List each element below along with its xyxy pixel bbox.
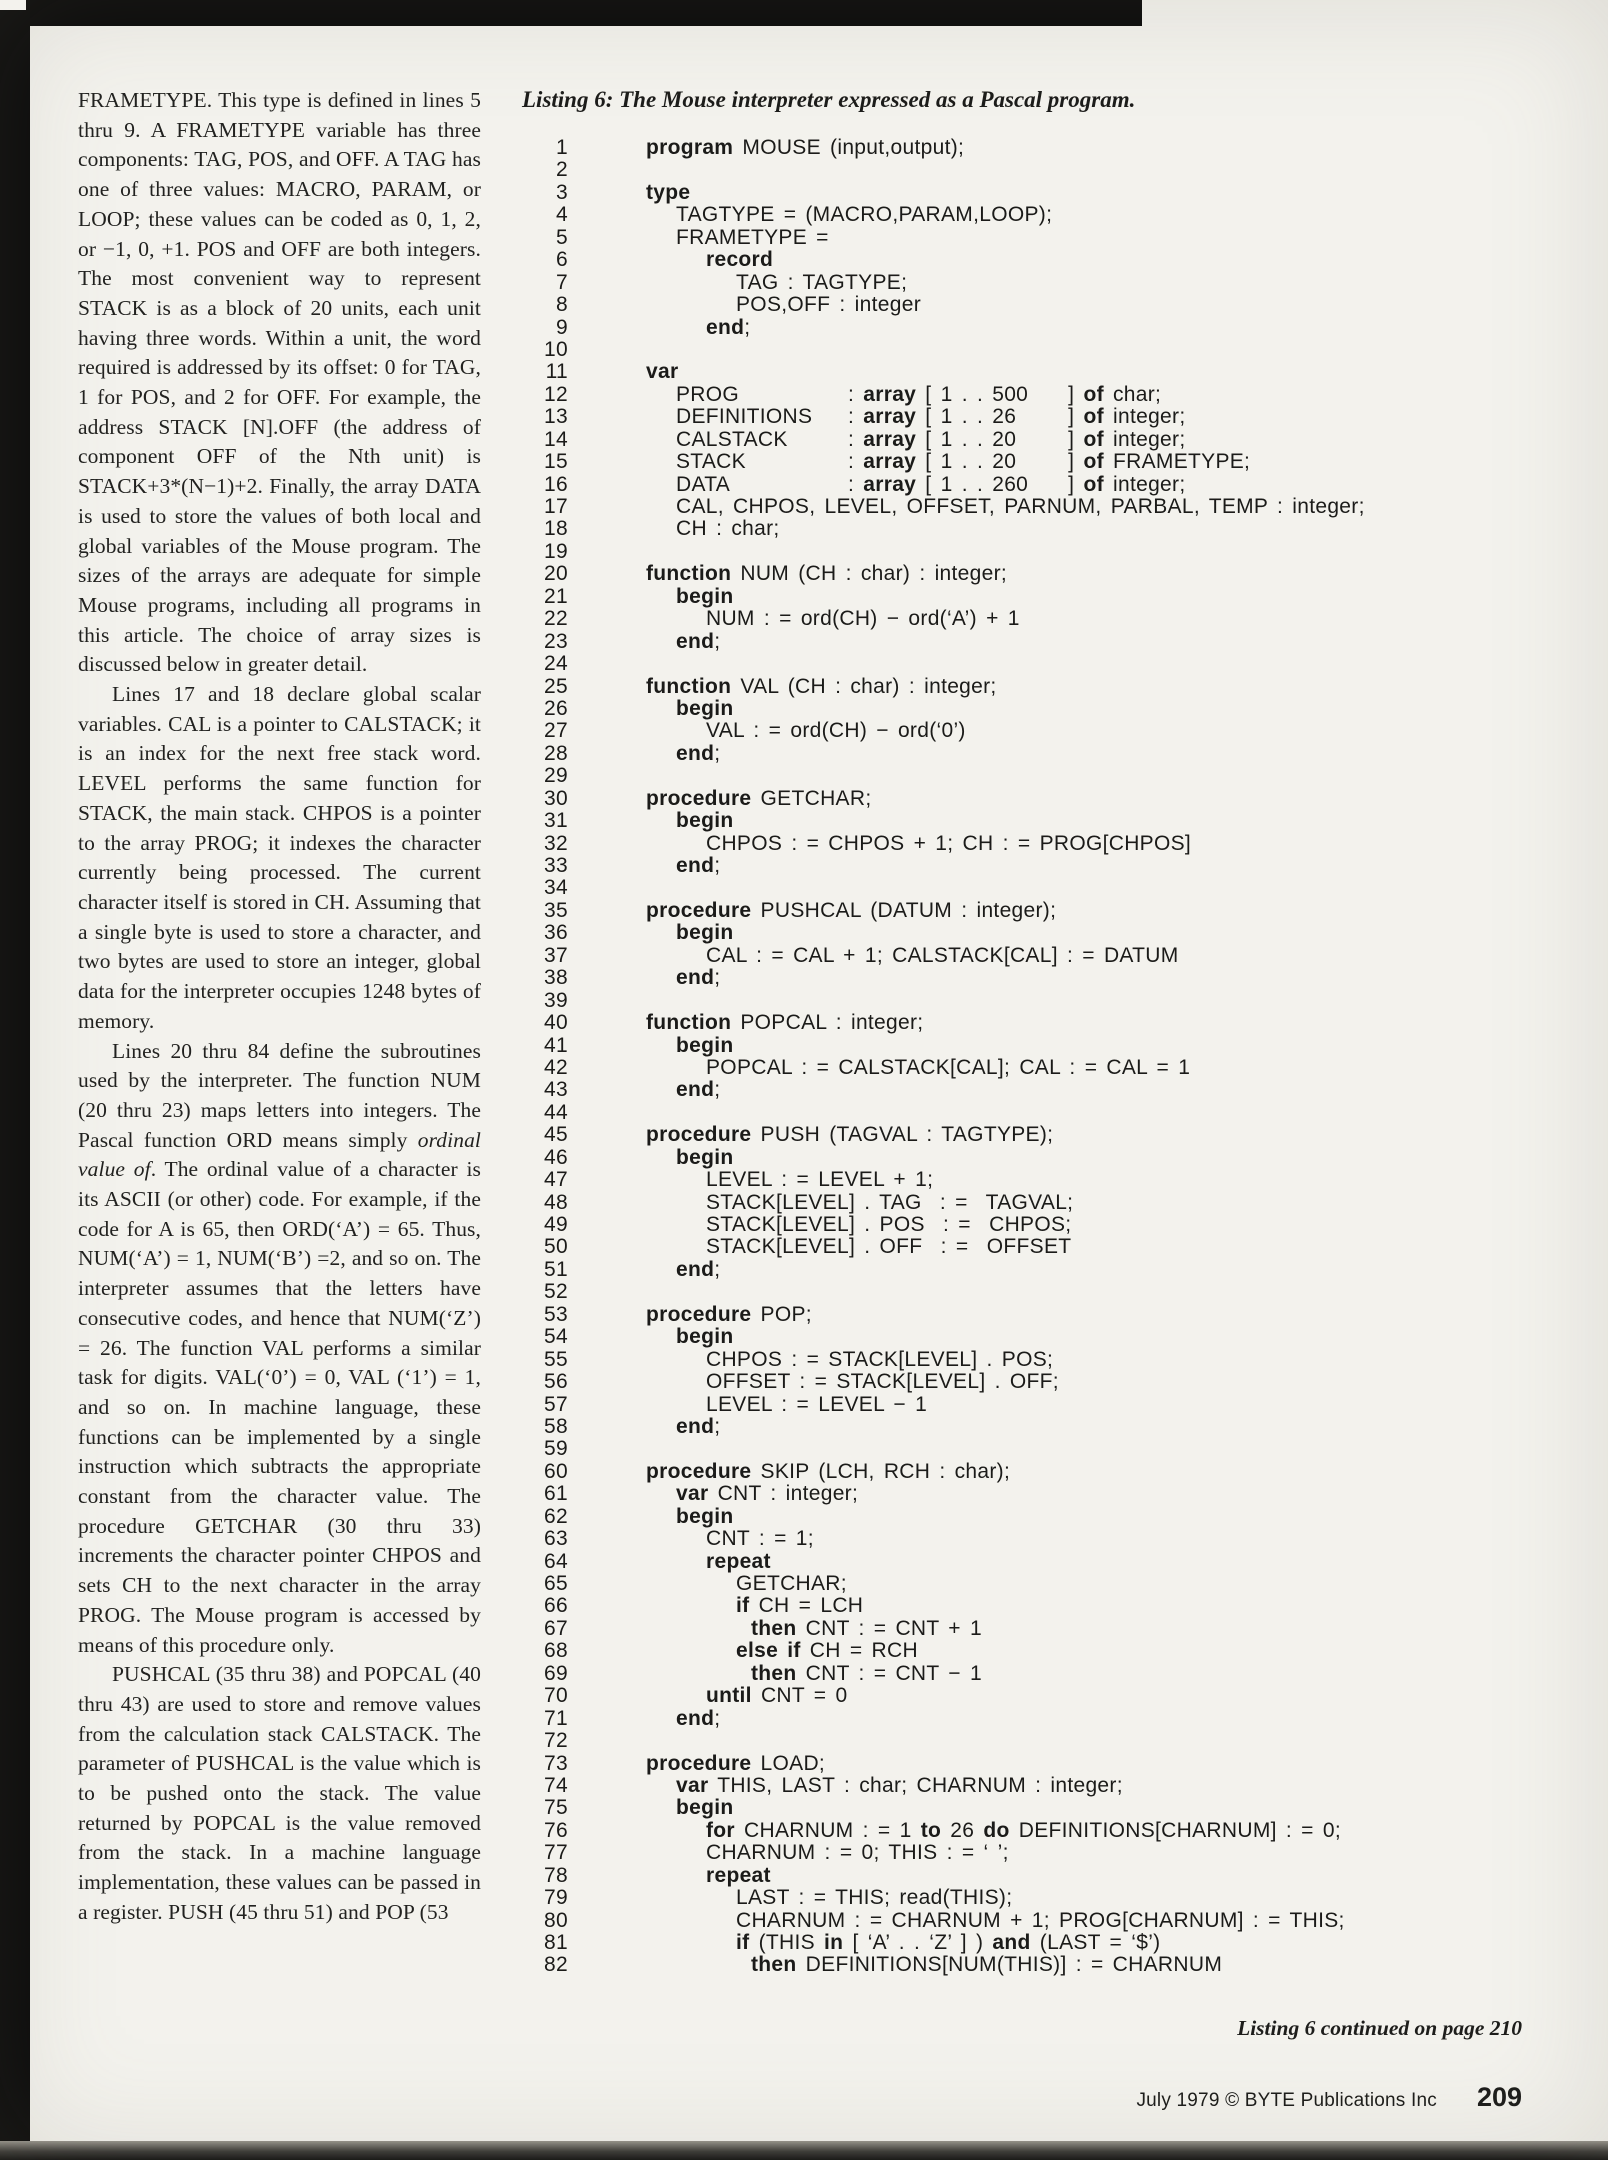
code-text: DATA : array [ 1 . . 260 ] of integer; bbox=[676, 472, 1186, 496]
code-text: begin bbox=[676, 1325, 734, 1349]
code-text: record bbox=[706, 248, 774, 272]
code-line bbox=[528, 1527, 1568, 1549]
line-number: 7 bbox=[556, 270, 568, 294]
code-text: end; bbox=[676, 1257, 721, 1281]
code-text: STACK[LEVEL] . POS : = CHPOS; bbox=[706, 1213, 1072, 1236]
line-number: 25 bbox=[544, 674, 568, 698]
article-paragraph-1: FRAMETYPE. This type is defined in lines 5 thru 9. A FRAMETYPE variable has three components: TAG, POS, and OFF. A TAG has one of three values: MACRO, PARAM, or LOOP; these values can be coded as 0, 1, 2, or −1, 0, +1. POS and OFF are both integers. The most convenient way to represent STACK is as a block of 20 units, each unit having three words. Within a unit, the word required is addressed by its offset: 0 for TAG, 1 for POS, and 2 for OFF. For example, the address STACK [N].OFF (the address of component OFF of the Nth unit) is STACK+3*(N−1)+2. Finally, the array DATA is used to store the values of both local and global variables of the Mouse program. The sizes of the arrays are adequate for simple Mouse programs, including all programs in this article. The choice of array sizes is discussed below in greater detail. bbox=[78, 88, 481, 677]
line-number: 70 bbox=[544, 1684, 568, 1708]
line-number: 55 bbox=[544, 1347, 568, 1371]
code-line bbox=[528, 1774, 1568, 1796]
code-line bbox=[528, 719, 1568, 741]
code-text: POS,OFF : integer bbox=[736, 293, 921, 317]
code-listing bbox=[528, 136, 1568, 1976]
code-line bbox=[528, 764, 1568, 786]
code-text: begin bbox=[676, 921, 734, 945]
line-number: 73 bbox=[544, 1751, 568, 1775]
footer-imprint: July 1979 © BYTE Publications Inc bbox=[1136, 2090, 1437, 2111]
code-text: var THIS, LAST : char; CHARNUM : integer; bbox=[676, 1773, 1123, 1797]
line-number: 72 bbox=[544, 1729, 568, 1753]
code-line bbox=[528, 1482, 1568, 1504]
code-text: end; bbox=[676, 1078, 721, 1102]
line-number: 32 bbox=[544, 831, 568, 855]
code-text: if (THIS in [ ‘A’ . . ‘Z’ ] ) and (LAST = ‘$’) bbox=[736, 1931, 1161, 1954]
line-number: 22 bbox=[544, 607, 568, 631]
code-line bbox=[528, 585, 1568, 607]
code-line bbox=[528, 1370, 1568, 1392]
code-text: repeat bbox=[706, 1549, 771, 1573]
scan-corner-notch bbox=[0, 0, 26, 10]
code-line bbox=[528, 630, 1568, 652]
code-line bbox=[528, 1460, 1568, 1482]
line-number: 57 bbox=[544, 1392, 568, 1416]
line-number: 4 bbox=[556, 203, 568, 227]
code-text: else if CH = RCH bbox=[736, 1639, 918, 1663]
code-text: program MOUSE (input,output); bbox=[646, 136, 965, 159]
code-text: if CH = LCH bbox=[736, 1594, 864, 1618]
code-line bbox=[528, 1729, 1568, 1751]
listing-continued-note: Listing 6 continued on page 210 bbox=[1237, 2016, 1522, 2040]
code-line bbox=[528, 1707, 1568, 1729]
line-number: 27 bbox=[544, 719, 568, 743]
code-text: NUM : = ord(CH) − ord(‘A’) + 1 bbox=[706, 607, 1020, 631]
code-text: CNT : = 1; bbox=[706, 1527, 814, 1551]
code-line bbox=[528, 226, 1568, 248]
line-number: 46 bbox=[544, 1145, 568, 1169]
code-text: repeat bbox=[706, 1863, 771, 1887]
line-number: 75 bbox=[544, 1796, 568, 1820]
line-number: 15 bbox=[544, 450, 568, 474]
code-text: LAST : = THIS; read(THIS); bbox=[736, 1886, 1013, 1910]
code-text: STACK : array [ 1 . . 20 ] of FRAMETYPE; bbox=[676, 450, 1251, 474]
code-line bbox=[528, 316, 1568, 338]
code-text: procedure POP; bbox=[646, 1302, 812, 1326]
code-line bbox=[528, 1168, 1568, 1190]
code-text: PROG : array [ 1 . . 500 ] of char; bbox=[676, 382, 1162, 406]
code-line bbox=[528, 1662, 1568, 1684]
line-number: 3 bbox=[556, 180, 568, 204]
code-text: CHPOS : = STACK[LEVEL] . POS; bbox=[706, 1347, 1054, 1371]
line-number: 20 bbox=[544, 562, 568, 586]
code-line bbox=[528, 158, 1568, 180]
code-line bbox=[528, 1101, 1568, 1123]
code-text: procedure SKIP (LCH, RCH : char); bbox=[646, 1459, 1011, 1483]
code-line bbox=[528, 1191, 1568, 1213]
code-line bbox=[528, 428, 1568, 450]
code-line bbox=[528, 1258, 1568, 1280]
article-paragraph-3 bbox=[78, 1037, 481, 1661]
line-number: 41 bbox=[544, 1033, 568, 1057]
code-line bbox=[528, 697, 1568, 719]
line-number: 53 bbox=[544, 1302, 568, 1326]
code-text: CAL, CHPOS, LEVEL, OFFSET, PARNUM, PARBAL, TEMP : integer; bbox=[676, 495, 1365, 518]
code-text: VAL : = ord(CH) − ord(‘0’) bbox=[706, 719, 966, 743]
code-text: procedure LOAD; bbox=[646, 1751, 826, 1775]
article-paragraph-3-text-continued: . The ordinal value of a character is its ASCII (or other) code. For example, if the code for A is 65, then ORD(‘A’) = 65. Thus, NUM(‘A’) = 1, NUM(‘B’) =2, and so on. The interpreter assumes that the letters have consecutive codes, and hence that NUM(‘Z’) = 26. The function VAL performs a similar task for digits. VAL(‘0’) = 0, VAL (‘1’) = 1, and so on. In machine language, these functions can be implemented by a single instruction which subtracts the appropriate constant from the character value. The procedure GETCHAR (30 thru 33) increments the character pointer CHPOS and sets CH to the next character in the array PROG. The Mouse program is accessed by means of this procedure only. bbox=[78, 1157, 481, 1657]
code-text: end; bbox=[706, 315, 751, 339]
code-line bbox=[528, 944, 1568, 966]
code-line bbox=[528, 1796, 1568, 1818]
code-text: procedure GETCHAR; bbox=[646, 786, 872, 810]
article-paragraph-2: Lines 17 and 18 declare global scalar variables. CAL is a pointer to CALSTACK; it is an index for the next free stack word. LEVEL performs the same function for STACK, the main stack. CHPOS is a pointer to the array PROG; it indexes the character currently being processed. The current character itself is stored in CH. Assuming that a single byte is used to store a character, and two bytes are used to store an integer, global data for the interpreter occupies 1248 bytes of memory. bbox=[78, 682, 481, 1033]
line-number: 21 bbox=[544, 584, 568, 608]
line-number: 24 bbox=[544, 652, 568, 676]
line-number: 61 bbox=[544, 1482, 568, 1506]
code-line bbox=[528, 517, 1568, 539]
code-line bbox=[528, 1864, 1568, 1886]
code-text: LEVEL : = LEVEL − 1 bbox=[706, 1392, 928, 1416]
scan-border-left bbox=[0, 0, 30, 2160]
code-text: then CNT : = CNT − 1 bbox=[751, 1661, 982, 1685]
code-text: function VAL (CH : char) : integer; bbox=[646, 674, 997, 698]
line-number: 63 bbox=[544, 1527, 568, 1551]
code-line bbox=[528, 1617, 1568, 1639]
code-text: begin bbox=[676, 696, 734, 720]
code-text: CALSTACK : array [ 1 . . 20 ] of integer; bbox=[676, 427, 1186, 451]
line-number: 36 bbox=[544, 921, 568, 945]
line-number: 26 bbox=[544, 696, 568, 720]
line-number: 79 bbox=[544, 1886, 568, 1910]
line-number: 43 bbox=[544, 1078, 568, 1102]
code-line bbox=[528, 854, 1568, 876]
article-paragraph-3-italic-phrase: ordinal value of bbox=[78, 1127, 481, 1182]
code-text: for CHARNUM : = 1 to 26 do DEFINITIONS[CHARNUM] : = 0; bbox=[706, 1818, 1341, 1842]
code-line bbox=[528, 1841, 1568, 1863]
code-line bbox=[528, 271, 1568, 293]
code-text: begin bbox=[676, 1033, 734, 1057]
line-number: 51 bbox=[544, 1257, 568, 1281]
line-number: 42 bbox=[544, 1055, 568, 1079]
line-number: 2 bbox=[556, 158, 568, 182]
code-line bbox=[528, 1909, 1568, 1931]
code-line bbox=[528, 450, 1568, 472]
code-line bbox=[528, 293, 1568, 315]
line-number: 65 bbox=[544, 1572, 568, 1595]
line-number: 74 bbox=[544, 1773, 568, 1797]
code-line bbox=[528, 787, 1568, 809]
code-line bbox=[528, 921, 1568, 943]
article-paragraph-3-text: Lines 20 thru 84 define the subroutines used by the interpreter. The function NUM (20 thru 23) maps letters into integers. The Pascal function ORD means simply bbox=[78, 1038, 481, 1152]
line-number: 35 bbox=[544, 898, 568, 922]
code-text: function NUM (CH : char) : integer; bbox=[646, 562, 1008, 586]
code-line bbox=[528, 1034, 1568, 1056]
line-number: 66 bbox=[544, 1594, 568, 1618]
line-number: 16 bbox=[544, 472, 568, 496]
line-number: 23 bbox=[544, 629, 568, 653]
line-number: 69 bbox=[544, 1661, 568, 1685]
code-line bbox=[528, 899, 1568, 921]
line-number: 71 bbox=[544, 1706, 568, 1730]
code-text: CHARNUM : = 0; THIS : = ‘ ’; bbox=[706, 1841, 1009, 1865]
code-line bbox=[528, 1056, 1568, 1078]
code-text: GETCHAR; bbox=[736, 1572, 847, 1595]
line-number: 68 bbox=[544, 1639, 568, 1663]
code-line bbox=[528, 832, 1568, 854]
code-line bbox=[528, 1931, 1568, 1953]
code-text: end; bbox=[676, 1706, 721, 1730]
code-text: OFFSET : = STACK[LEVEL] . OFF; bbox=[706, 1370, 1059, 1394]
code-text: DEFINITIONS : array [ 1 . . 26 ] of integer; bbox=[676, 405, 1186, 429]
code-line bbox=[528, 1280, 1568, 1302]
code-text: end; bbox=[676, 1414, 721, 1438]
code-line bbox=[528, 1639, 1568, 1661]
code-text: var CNT : integer; bbox=[676, 1482, 859, 1506]
listing-caption: Listing 6: The Mouse interpreter expressed as a Pascal program. bbox=[522, 87, 1136, 112]
code-text: CAL : = CAL + 1; CALSTACK[CAL] : = DATUM bbox=[706, 943, 1179, 967]
code-text: POPCAL : = CALSTACK[CAL]; CAL : = CAL = 1 bbox=[706, 1055, 1191, 1079]
code-line bbox=[528, 338, 1568, 360]
line-number: 9 bbox=[556, 315, 568, 339]
code-text: STACK[LEVEL] . OFF : = OFFSET bbox=[706, 1235, 1072, 1259]
line-number: 6 bbox=[556, 248, 568, 272]
line-number: 18 bbox=[544, 517, 568, 541]
line-number: 48 bbox=[544, 1190, 568, 1214]
code-text: CHARNUM : = CHARNUM + 1; PROG[CHARNUM] : = THIS; bbox=[736, 1908, 1345, 1932]
line-number: 44 bbox=[544, 1100, 568, 1124]
code-text: STACK[LEVEL] . TAG : = TAGVAL; bbox=[706, 1190, 1074, 1214]
code-text: var bbox=[646, 360, 679, 384]
code-line bbox=[528, 1146, 1568, 1168]
code-line bbox=[528, 473, 1568, 495]
code-text: begin bbox=[676, 1796, 734, 1820]
line-number: 17 bbox=[544, 495, 568, 518]
code-line bbox=[528, 675, 1568, 697]
scan-border-top bbox=[0, 0, 1142, 26]
code-line bbox=[528, 405, 1568, 427]
code-line bbox=[528, 1303, 1568, 1325]
code-line bbox=[528, 1819, 1568, 1841]
line-number: 60 bbox=[544, 1459, 568, 1483]
code-line bbox=[528, 809, 1568, 831]
line-number: 39 bbox=[544, 988, 568, 1012]
code-line bbox=[528, 1437, 1568, 1459]
code-line bbox=[528, 1550, 1568, 1572]
code-text: then CNT : = CNT + 1 bbox=[751, 1616, 982, 1640]
code-text: CHPOS : = CHPOS + 1; CH : = PROG[CHPOS] bbox=[706, 831, 1192, 855]
code-text: TAGTYPE = (MACRO,PARAM,LOOP); bbox=[676, 203, 1053, 227]
line-number: 81 bbox=[544, 1931, 568, 1954]
code-line bbox=[528, 607, 1568, 629]
code-text: end; bbox=[676, 966, 721, 990]
line-number: 67 bbox=[544, 1616, 568, 1640]
line-number: 76 bbox=[544, 1818, 568, 1842]
line-number: 59 bbox=[544, 1437, 568, 1461]
code-line bbox=[528, 1123, 1568, 1145]
code-line bbox=[528, 1953, 1568, 1975]
article-column bbox=[78, 86, 481, 1928]
page-footer bbox=[1136, 2082, 1522, 2113]
line-number: 54 bbox=[544, 1325, 568, 1349]
line-number: 62 bbox=[544, 1504, 568, 1528]
line-number: 8 bbox=[556, 293, 568, 317]
code-line bbox=[528, 1886, 1568, 1908]
line-number: 33 bbox=[544, 854, 568, 877]
line-number: 13 bbox=[544, 405, 568, 429]
code-text: CH : char; bbox=[676, 517, 780, 541]
code-line bbox=[528, 1505, 1568, 1527]
code-line bbox=[528, 1348, 1568, 1370]
page-number: 209 bbox=[1476, 2082, 1522, 2112]
code-text: procedure PUSHCAL (DATUM : integer); bbox=[646, 898, 1057, 922]
line-number: 29 bbox=[544, 764, 568, 788]
code-line bbox=[528, 181, 1568, 203]
code-line bbox=[528, 1415, 1568, 1437]
code-line bbox=[528, 248, 1568, 270]
line-number: 37 bbox=[544, 943, 568, 967]
code-line bbox=[528, 1078, 1568, 1100]
line-number: 5 bbox=[556, 225, 568, 249]
line-number: 56 bbox=[544, 1370, 568, 1394]
line-number: 82 bbox=[544, 1953, 568, 1977]
line-number: 77 bbox=[544, 1841, 568, 1865]
code-line bbox=[528, 1594, 1568, 1616]
line-number: 52 bbox=[544, 1280, 568, 1304]
line-number: 1 bbox=[556, 136, 568, 159]
code-line bbox=[528, 1213, 1568, 1235]
line-number: 34 bbox=[544, 876, 568, 900]
code-text: procedure PUSH (TAGVAL : TAGTYPE); bbox=[646, 1123, 1054, 1147]
line-number: 19 bbox=[544, 539, 568, 563]
line-number: 49 bbox=[544, 1213, 568, 1236]
code-text: end; bbox=[676, 854, 721, 877]
code-line bbox=[528, 1393, 1568, 1415]
line-number: 58 bbox=[544, 1414, 568, 1438]
line-number: 10 bbox=[544, 337, 568, 361]
code-line bbox=[528, 966, 1568, 988]
code-line bbox=[528, 203, 1568, 225]
code-text: end; bbox=[676, 629, 721, 653]
code-line bbox=[528, 1752, 1568, 1774]
code-line bbox=[528, 652, 1568, 674]
line-number: 31 bbox=[544, 809, 568, 833]
code-line bbox=[528, 495, 1568, 517]
line-number: 11 bbox=[545, 360, 568, 384]
line-number: 80 bbox=[544, 1908, 568, 1932]
code-line bbox=[528, 383, 1568, 405]
code-text: begin bbox=[676, 809, 734, 833]
code-line bbox=[528, 136, 1568, 158]
code-text: function POPCAL : integer; bbox=[646, 1011, 924, 1035]
code-line bbox=[528, 360, 1568, 382]
code-line bbox=[528, 1325, 1568, 1347]
line-number: 28 bbox=[544, 741, 568, 765]
line-number: 12 bbox=[544, 382, 568, 406]
line-number: 47 bbox=[544, 1168, 568, 1192]
line-number: 38 bbox=[544, 966, 568, 990]
code-line bbox=[528, 989, 1568, 1011]
code-text: until CNT = 0 bbox=[706, 1684, 848, 1708]
code-text: TAG : TAGTYPE; bbox=[736, 270, 908, 294]
code-text: begin bbox=[676, 1504, 734, 1528]
code-line bbox=[528, 562, 1568, 584]
scan-border-bottom bbox=[0, 2141, 1608, 2160]
code-text: then DEFINITIONS[NUM(THIS)] : = CHARNUM bbox=[751, 1953, 1223, 1977]
line-number: 14 bbox=[544, 427, 568, 451]
code-text: LEVEL : = LEVEL + 1; bbox=[706, 1168, 934, 1192]
code-text: end; bbox=[676, 741, 721, 765]
code-text: begin bbox=[676, 584, 734, 608]
article-paragraph-4: PUSHCAL (35 thru 38) and POPCAL (40 thru 43) are used to store and remove values from the calculation stack CALSTACK. The parameter of PUSHCAL is the value which is to be pushed onto the stack. The value returned by POPCAL is the value removed from the stack. In a machine language implementation, these values can be passed in a register. PUSH (45 thru 51) and POP (53 bbox=[78, 1662, 481, 1924]
code-text: begin bbox=[676, 1145, 734, 1169]
code-line bbox=[528, 1011, 1568, 1033]
line-number: 64 bbox=[544, 1549, 568, 1573]
code-line bbox=[528, 1684, 1568, 1706]
code-text: FRAMETYPE = bbox=[676, 225, 829, 249]
code-line bbox=[528, 540, 1568, 562]
line-number: 50 bbox=[544, 1235, 568, 1259]
line-number: 45 bbox=[544, 1123, 568, 1147]
line-number: 78 bbox=[544, 1863, 568, 1887]
code-line bbox=[528, 1235, 1568, 1257]
code-line bbox=[528, 742, 1568, 764]
code-line bbox=[528, 1572, 1568, 1594]
code-text: type bbox=[646, 180, 691, 204]
line-number: 30 bbox=[544, 786, 568, 810]
code-line bbox=[528, 876, 1568, 898]
line-number: 40 bbox=[544, 1011, 568, 1035]
